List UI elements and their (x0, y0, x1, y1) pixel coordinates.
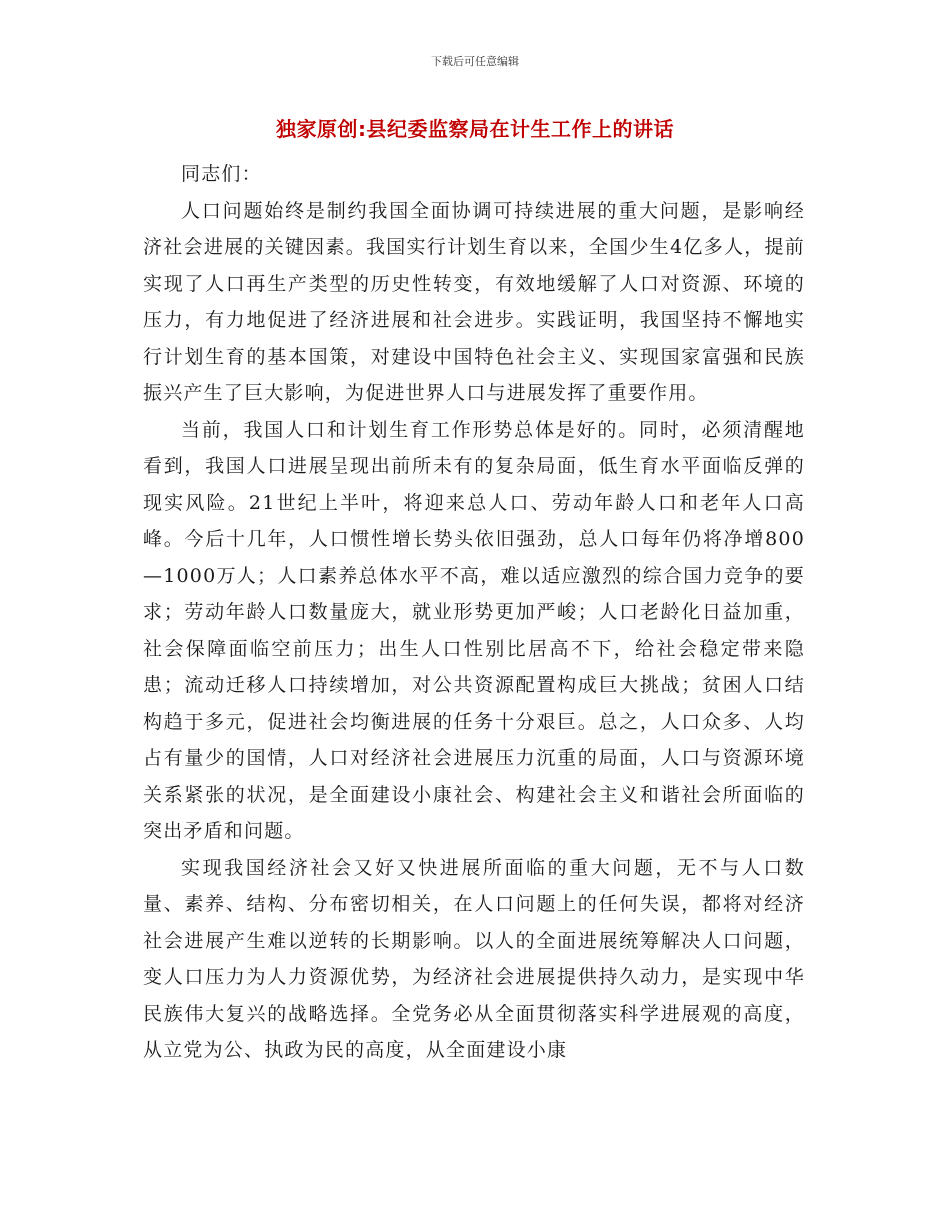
document-title: 独家原创:县纪委监察局在计生工作上的讲话 (276, 117, 674, 141)
document-body (143, 156, 805, 1069)
paragraph-1: 人口问题始终是制约我国全面协调可持续进展的重大问题，是影响经济社会进展的关键因素。我国实行计划生育以来，全国少生4亿多人，提前实现了人口再生产类型的历史性转变，有效地缓解了人口对资源、环境的压力，有力地促进了经济进展和社会进步。实践证明，我国坚持不懈地实行计划生育的基本国策，对建设中国特色社会主义、实现国家富强和民族振兴产生了巨大影响，为促进世界人口与进展发挥了重要作用。 (143, 199, 805, 404)
paragraph-3: 实现我国经济社会又好又快进展所面临的重大问题，无不与人口数量、素养、结构、分布密切相关，在人口问题上的任何失误，都将对经济社会进展产生难以逆转的长期影响。以人的全面进展统筹解决人口问题，变人口压力为人力资源优势，为经济社会进展提供持久动力，是实现中华民族伟大复兴的战略选择。全党务必从全面贯彻落实科学进展观的高度，从立党为公、执政为民的高度，从全面建设小康 (143, 856, 805, 1061)
header-note: 下载后可任意编辑 (431, 55, 519, 68)
paragraph-2: 当前，我国人口和计划生育工作形势总体是好的。同时，必须清醒地看到，我国人口进展呈现出前所未有的复杂局面，低生育水平面临反弹的现实风险。21世纪上半叶，将迎来总人口、劳动年龄人口和老年人口高峰。今后十几年，人口惯性增长势头依旧强劲，总人口每年仍将净增800—1000万人；人口素养总体水平不高，难以适应激烈的综合国力竞争的要求；劳动年龄人口数量庞大，就业形势更加严峻；人口老龄化日益加重，社会保障面临空前压力；出生人口性别比居高不下，给社会稳定带来隐患；流动迁移人口持续增加，对公共资源配置构成巨大挑战；贫困人口结构趋于多元，促进社会均衡进展的任务十分艰巨。总之，人口众多、人均占有量少的国情，人口对经济社会进展压力沉重的局面，人口与资源环境关系紧张的状况，是全面建设小康社会、构建社会主义和谐社会所面临的突出矛盾和问题。 (143, 418, 805, 842)
salutation: 同志们： (181, 163, 262, 185)
